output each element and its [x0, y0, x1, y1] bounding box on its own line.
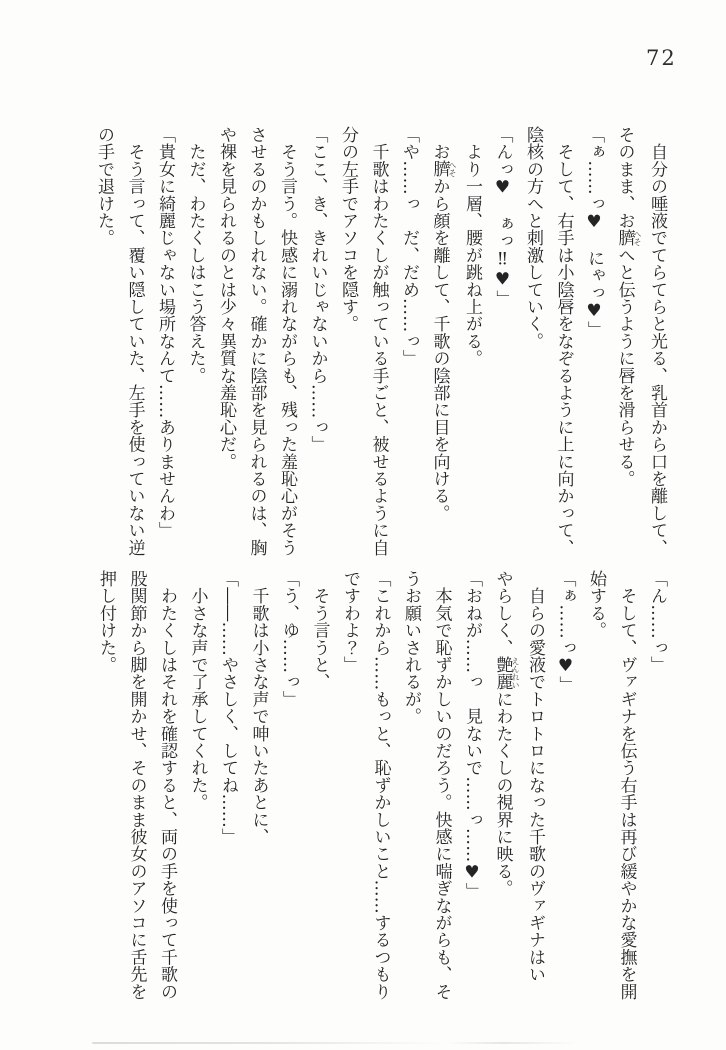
text-column: そう言う。快感に溺れながらも、残った羞恥心がそう: [277, 126, 297, 556]
text-block-top: [89, 126, 673, 554]
text-column: 始する。: [586, 570, 606, 639]
text-column: 自分の唾液でてらてらと光る、乳首から口を離して、: [647, 126, 667, 556]
text-column: 小さな声で了承してくれた。: [187, 570, 208, 811]
furigana-annotated-word: 臍へそ: [429, 160, 457, 178]
text-column: 「――……やさしく、してね……」: [218, 570, 238, 846]
text-column: 「や……っ だ、だめ……っ」: [399, 126, 419, 367]
text-column: そのまま、お臍へそへと伝うように唇を滑らせる。: [614, 126, 642, 488]
text-column: 自らの愛液でトロトロになった千歌のヴァギナはい: [525, 570, 545, 983]
text-column: 「う、ゆ……っ」: [279, 570, 299, 708]
text-column: そう言って、覆い隠していた、左手を使っていない逆: [124, 126, 145, 556]
text-column: 陰核の方へと刺激していく。: [523, 126, 543, 350]
text-column: 分の左手でアソコを隠す。: [338, 126, 358, 333]
text-column: 「ぁ……っ♥」: [555, 570, 576, 694]
text-column: させるのかもしれない。確かに陰部を見られるのは、胸: [246, 126, 267, 556]
page-number: 72: [646, 46, 677, 70]
text-column: や裸を見られるのとは少々異質な羞恥心だ。: [216, 126, 236, 470]
text-column: ですわよ？」: [340, 570, 360, 674]
text-column: そして、右手は小陰唇をなぞるように上に向かって、: [553, 126, 574, 556]
text-column: 本気で恥ずかしいのだろう。快感に喘ぎながらも、そ: [431, 570, 452, 1000]
text-column: 「んっ♥ ぁっ‼♥」: [492, 126, 513, 307]
text-column: ただ、わたくしはこう答えた。: [185, 126, 206, 384]
text-column: そう言うと、: [309, 570, 330, 691]
furigana-annotated-word: 艶麗えんれい: [492, 656, 520, 691]
text-column: そして、ヴァギナを伝う右手は再び緩やかな愛撫を開: [616, 570, 637, 1000]
text-column: やらしく、艶麗えんれいにわたくしの視界に映る。: [492, 570, 520, 897]
text-column: お臍へそから顔を離して、千歌の陰部に目を向ける。: [429, 126, 457, 522]
text-column: 千歌は小さな声で呻いたあとに、: [248, 570, 269, 846]
text-column: 股関節から脚を開かせ、そのまま彼女のアソコに舌先を: [126, 570, 147, 1000]
text-column: 「おねが……っ 見ないで……っ……♥」: [462, 570, 482, 900]
text-block-bottom: [91, 570, 673, 1000]
text-column: 「貴女に綺麗じゃない場所なんて……ありませんわ」: [155, 126, 175, 539]
text-column: 「これから……もっと、恥ずかしいこと……するつもり: [370, 570, 391, 1000]
furigana-annotated-word: 臍へそ: [614, 229, 642, 247]
text-column: 千歌はわたくしが触っている手ごと、被せるように自: [368, 126, 389, 556]
text-column: 「ん……っ」: [647, 570, 667, 674]
text-column: より一層、腰が跳ね上がる。: [462, 126, 482, 367]
text-column: わたくしはそれを確認すると、両の手を使って千歌の: [157, 570, 177, 1000]
text-column: 「ここ、き、きれいじゃないから……っ」: [307, 126, 328, 453]
page-edge-artifact: [92, 1042, 662, 1044]
text-column: の手で退けた。: [94, 126, 114, 247]
text-column: うお願いされるが。: [401, 570, 421, 725]
text-column: 「ぁ……っ♥ にゃっ♥」: [584, 126, 604, 339]
text-column: 押し付けた。: [96, 570, 116, 674]
